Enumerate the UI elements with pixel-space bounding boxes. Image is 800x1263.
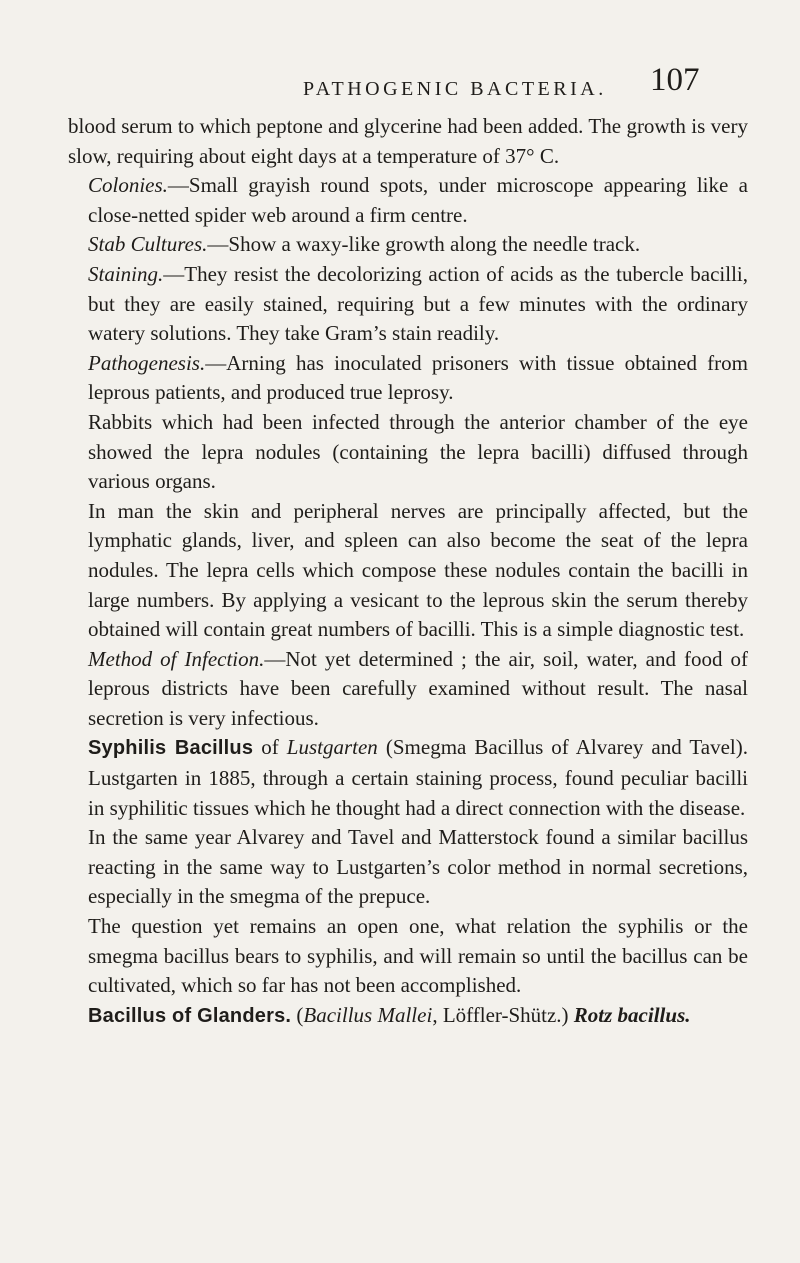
page-number: 107 [650, 62, 700, 98]
paragraph-in-man: In man the skin and peripheral nerves are principally affected, but the lymphatic glands, liver, and spleen can also become the seat of the lepra nodules. The lepra cells which compose these nodules contain the bacilli in large numbers. By applying a vesicant to the leprous skin the serum thereby obtained will contain great numbers of bacilli. This is a simple diagnostic test. [88, 498, 748, 642]
paragraph-pathogenesis [68, 349, 748, 408]
syphilis-text: (Smegma Bacillus of Alvarey and Tavel). Lustgarten in 1885, through a certain staining process, found peculiar bacilli in syphilitic tissues which he thought had a direct connection with the disease. [88, 735, 748, 820]
paragraph-stab-cultures [68, 230, 748, 260]
paragraph-rabbits: Rabbits which had been infected through the anterior chamber of the eye showed the lepra nodules (containing the lepra bacilli) diffused through various organs. [88, 409, 748, 494]
paragraph-method-of-infection [68, 645, 748, 734]
method-of-infection-text: —Not yet determined ; the air, soil, water, and food of leprous districts have been carefully examined without result. The nasal secretion is very infectious. [88, 646, 748, 730]
paragraph-staining [68, 260, 748, 349]
pathogenesis-text: —Arning has inoculated prisoners with tissue obtained from leprous patients, and produced true leprosy. [88, 350, 748, 405]
paragraph-syphilis-bacillus [68, 733, 748, 823]
body-text [68, 112, 748, 1031]
paragraph-glanders [68, 1001, 748, 1032]
staining-label: Staining. [88, 261, 164, 286]
stab-cultures-text: —Show a waxy-like growth along the needle track. [207, 232, 641, 257]
paragraph-question: The question yet remains an open one, what relation the syphilis or the smegma bacillus bears to syphilis, and will remain so until the bacillus can be cultivated, which so far has not been accomplished. [88, 914, 748, 998]
paragraph-same-year: In the same year Alvarey and Tavel and Matterstock found a similar bacillus reacting in the same way to Lustgarten’s color method in normal secretions, especially in the smegma of the prepuce. [88, 825, 748, 909]
colonies-label: Colonies. [88, 173, 168, 198]
syphilis-bacillus-heading: Syphilis Bacillus [88, 737, 254, 760]
glanders-heading: Bacillus of Glanders. [88, 1004, 292, 1027]
staining-text: —They resist the decolorizing action of acids as the tubercle bacilli, but they are easily stained, requiring but a few minutes with the ordinary watery solutions. They take Gram’s stain readily. [88, 261, 748, 346]
running-title: PATHOGENIC BACTERIA. [303, 78, 607, 100]
glanders-open: ( [291, 1002, 304, 1027]
glanders-author: , Löffler-Shütz.) [432, 1002, 574, 1027]
glanders-latin-name: Bacillus Mallei [303, 1002, 433, 1027]
syphilis-author: Lustgarten [286, 735, 378, 760]
rotz-bacillus: Rotz bacillus. [573, 1002, 691, 1027]
paragraph-colonies [68, 171, 748, 230]
pathogenesis-label: Pathogenesis. [88, 350, 206, 375]
colonies-text: —Small grayish round spots, under microscope appearing like a close-netted spider web around a firm centre. [88, 173, 748, 227]
paragraph-continuation: blood serum to which peptone and glycerine had been added. The growth is very slow, requiring about eight days at a temperature of 37° C. [68, 114, 748, 168]
stab-cultures-label: Stab Cultures. [88, 232, 208, 257]
syphilis-of: of [253, 735, 287, 760]
method-of-infection-label: Method of Infection. [88, 646, 265, 671]
